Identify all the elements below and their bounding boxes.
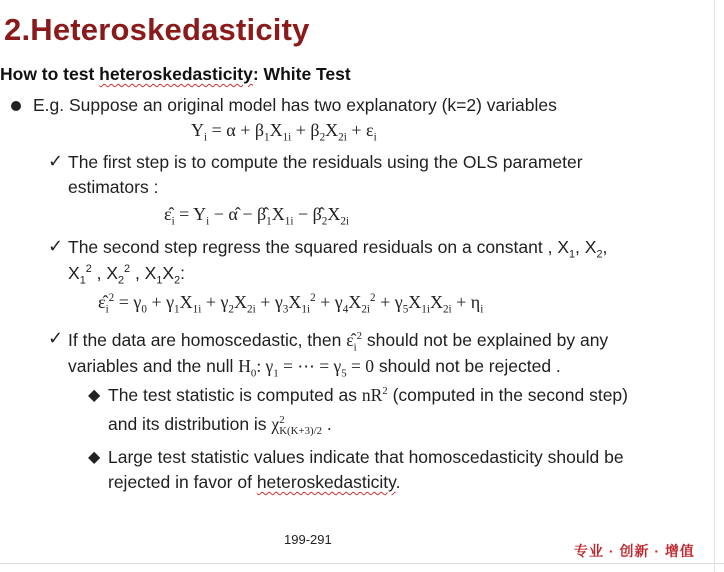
heading-underlined-term: heteroskedasticity	[99, 64, 253, 84]
equation-auxiliary-regression: $\varepsilon̂_i^2 = \gamma_0 + \gamma_1X_{1i} + \gamma_2X_{2i} + \gamma_3X_{1i}^2 + \gamma_4X_{2i}^2 + \gamma_5X_{1i}X_{2i} + \eta_i$	[98, 292, 484, 316]
checkmark-icon: ✓	[48, 151, 64, 171]
step2-line1: The second step regress the squared residuals on a constant , $X_1$, $X_2$,	[68, 237, 608, 261]
checkmark-icon: ✓	[48, 328, 64, 348]
bullet-dot-icon	[11, 101, 21, 111]
page-number: 199-291	[284, 532, 332, 547]
sub1-line2: and its distribution is χ 2 K(K+3)/2 .	[108, 414, 332, 437]
step1-line2: estimators :	[68, 177, 159, 197]
heading-suffix: : White Test	[252, 64, 351, 84]
sub2-line2-suffix: .	[395, 472, 401, 492]
slide-title: 2.Heteroskedasticity	[4, 12, 310, 47]
sub2-line2-prefix: rejected in favor of	[108, 472, 257, 492]
equation-model: $Y_i = \alpha + \beta_1X_{1i} + \beta_2X_{2i} + \varepsilon_i$	[191, 120, 377, 144]
step2-line2: $X_1^2$ , $X_2^2$ , $X_1X_2$:	[68, 263, 185, 287]
step1-line1: The first step is to compute the residuals using the OLS parameter	[68, 152, 583, 172]
footer-divider	[0, 563, 724, 564]
bullet-text-example: E.g. Suppose an original model has two explanatory (k=2) variables	[33, 95, 557, 115]
section-heading	[0, 64, 351, 85]
heading-prefix: How to test	[0, 64, 100, 84]
sub2-line2	[108, 472, 400, 493]
sub1-line1: The test statistic is computed as $nR^2$ (computed in the second step)	[108, 385, 628, 405]
brand-slogan: 专业 · 创新 · 增值	[574, 543, 695, 559]
right-edge-divider	[714, 0, 715, 572]
step3-line2: variables and the null $H_0$: $\gamma_1$ = ⋯ = $\gamma_5 = 0$ should not be rejected .	[68, 356, 561, 380]
step3-line1: If the data are homoscedastic, then $\varepsilon̂_i^2$ should not be explained by any	[68, 330, 609, 354]
equation-residuals: $\varepsilon̂_i = Y_i$ − α̂ − $\betâ_1X_{1i}$ − $\betâ_2X_{2i}$	[164, 204, 350, 228]
checkmark-icon: ✓	[48, 236, 64, 256]
diamond-bullet-icon: ◆	[88, 449, 101, 466]
sub2-underlined-term: heteroskedasticity	[256, 472, 396, 492]
diamond-bullet-icon: ◆	[88, 387, 101, 404]
sub2-line1: Large test statistic values indicate that homoscedasticity should be	[108, 447, 624, 467]
